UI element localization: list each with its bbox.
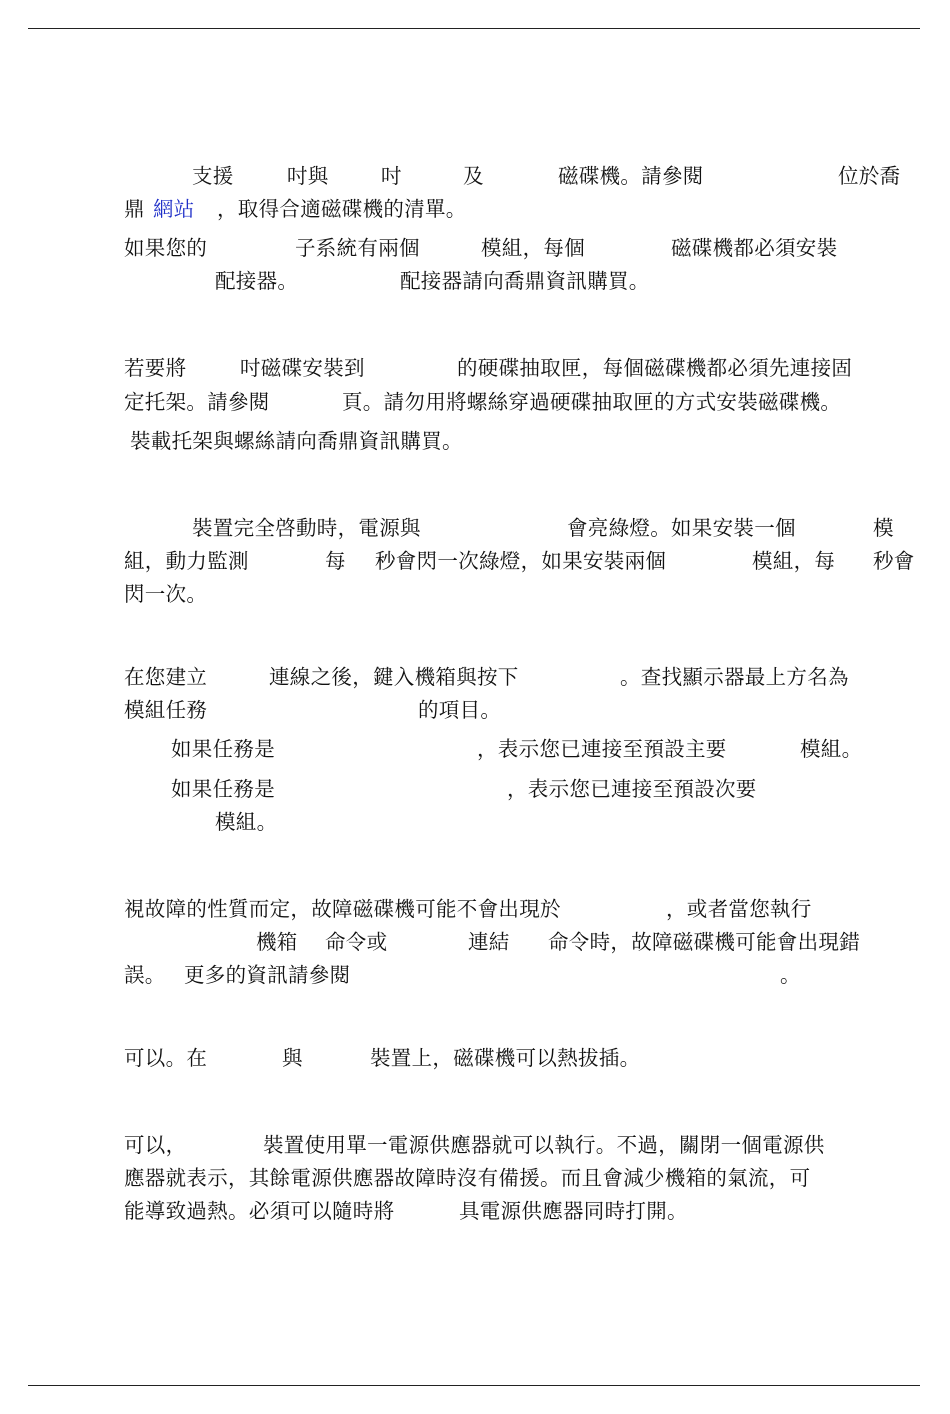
text-fragment: 每 (325, 549, 346, 573)
text-fragment: 及 (463, 164, 484, 188)
text-fragment: 應器就表示，其餘電源供應器故障時沒有備援。而且會減少機箱的氣流，可 (124, 1166, 811, 1190)
text-fragment: 秒會 (873, 549, 915, 573)
text-fragment: 頁。請勿用將螺絲穿過硬碟抽取匣的方式安裝磁碟機。 (342, 390, 842, 414)
text-fragment: 位於喬 (838, 164, 901, 188)
text-fragment: 模組，每個 (481, 236, 585, 260)
text-fragment: 模 (873, 516, 894, 540)
text-fragment: 機箱 (256, 930, 298, 954)
text-fragment: ，表示您已連接至預設次要 (507, 777, 757, 801)
text-fragment: 鼎 (124, 197, 145, 221)
text-fragment: 連線之後，鍵入機箱與按下 (269, 665, 519, 689)
text-fragment: 配接器。 (215, 269, 299, 293)
text-fragment: ，或者當您執行 (666, 897, 812, 921)
header-rule (28, 28, 920, 29)
text-fragment: 可以， (124, 1133, 187, 1157)
text-fragment: 視故障的性質而定，故障磁碟機可能不會出現於 (124, 897, 561, 921)
text-fragment: 閃一次。 (124, 582, 208, 606)
text-fragment: 定托架。請參閱 (124, 390, 270, 414)
text-fragment: 吋磁碟安裝到 (240, 356, 365, 380)
text-fragment: 的項目。 (418, 698, 502, 722)
text-fragment: 。 (780, 963, 801, 987)
text-fragment: 支援 (192, 164, 234, 188)
text-fragment: 吋 (381, 164, 402, 188)
text-fragment: 裝置上，磁碟機可以熱拔插。 (370, 1046, 641, 1070)
text-fragment: 若要將 (124, 356, 187, 380)
website-link[interactable]: 網站 (153, 197, 195, 221)
text-fragment: 能導致過熱。必須可以隨時將 (124, 1199, 395, 1223)
text-fragment: 的硬碟抽取匣，每個磁碟機都必須先連接固 (457, 356, 853, 380)
text-fragment: 吋與 (287, 164, 329, 188)
text-fragment: 會亮綠燈。如果安裝一個 (567, 516, 796, 540)
text-fragment: 在您建立 (124, 665, 208, 689)
text-fragment: 配接器請向喬鼎資訊購買。 (400, 269, 650, 293)
text-fragment: 組，動力監測 (124, 549, 249, 573)
text-fragment: ，表示您已連接至預設主要 (477, 737, 727, 761)
text-fragment: 更多的資訊請參閱 (184, 963, 351, 987)
text-fragment: 連結 (468, 930, 510, 954)
text-fragment: 裝置完全啓動時，電源與 (192, 516, 421, 540)
text-fragment: 命令或 (325, 930, 388, 954)
text-fragment: 命令時，故障磁碟機可能會出現錯 (548, 930, 860, 954)
text-fragment: 模組。 (215, 810, 278, 834)
text-fragment: ，取得合適磁碟機的清單。 (217, 197, 467, 221)
text-fragment: 具電源供應器同時打開。 (459, 1199, 688, 1223)
text-fragment: 子系統有兩個 (295, 236, 420, 260)
text-fragment: 。查找顯示器最上方名為 (620, 665, 849, 689)
text-fragment: 可以。在 (124, 1046, 208, 1070)
text-fragment: 模組，每 (752, 549, 836, 573)
text-fragment: 如果您的 (124, 236, 208, 260)
text-fragment: 磁碟機。請參閱 (558, 164, 704, 188)
footer-rule (28, 1385, 920, 1386)
bullet-item: 如果任務是 (171, 737, 275, 761)
text-fragment: 裝置使用單一電源供應器就可以執行。不過，關閉一個電源供 (263, 1133, 825, 1157)
text-fragment: 與 (282, 1046, 303, 1070)
text-fragment: 誤。 (124, 963, 166, 987)
text-fragment: 模組。 (800, 737, 863, 761)
text-fragment: 磁碟機都必須安裝 (671, 236, 838, 260)
text-fragment: 裝載托架與螺絲請向喬鼎資訊購買。 (130, 429, 463, 453)
text-fragment: 秒會閃一次綠燈，如果安裝兩個 (375, 549, 667, 573)
bullet-item: 如果任務是 (171, 777, 275, 801)
text-fragment: 模組任務 (124, 698, 208, 722)
